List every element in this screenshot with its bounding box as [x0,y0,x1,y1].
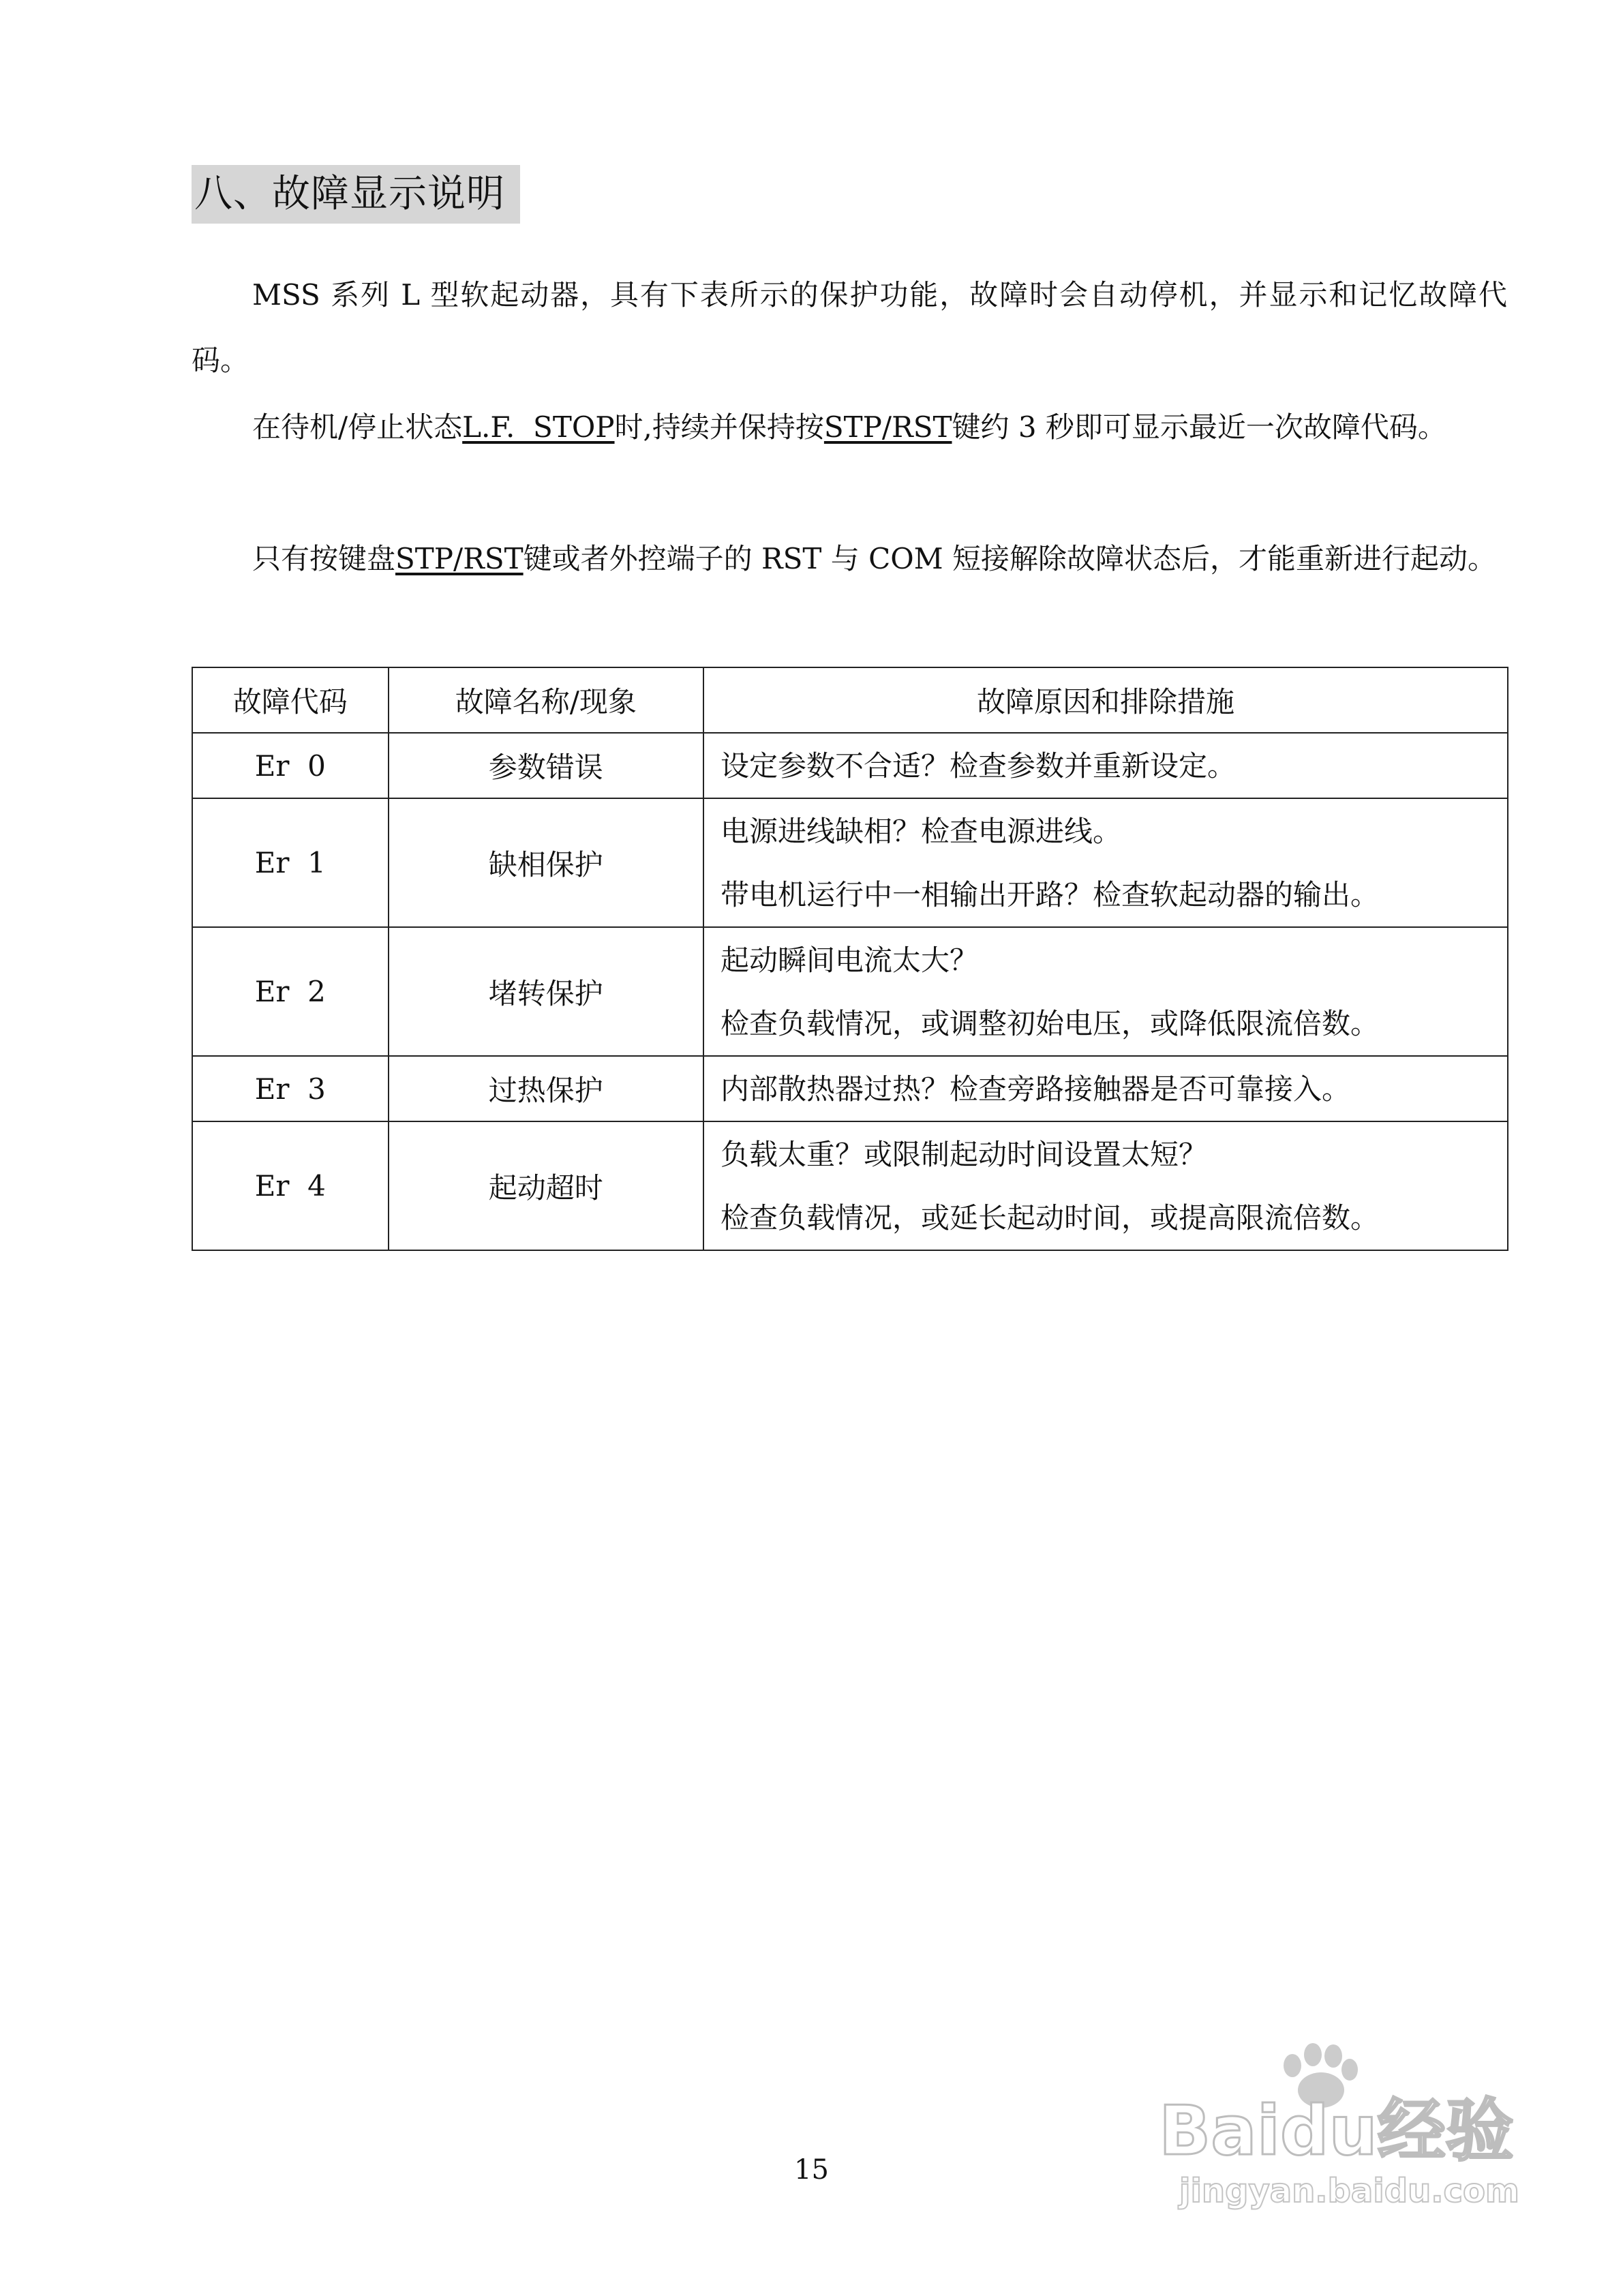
fault-cause-line: 起动瞬间电流太大？ [721,943,979,977]
fault-cause-line: 检查负载情况，或延长起动时间，或提高限流倍数。 [721,1200,1380,1235]
fault-display-paragraph [192,395,1507,460]
header-fault-code: 故障代码 [192,667,389,733]
fault-cause [703,927,1508,1056]
stp-rst-key: STP/RST [823,410,952,444]
stp-rst-key: STP/RST [395,542,524,575]
fault-code: Er 1 [192,798,389,927]
baidu-jingyan-watermark [1145,2038,1541,2216]
fault-code: Er 3 [192,1056,389,1121]
fault-code: Er 2 [192,927,389,1056]
fault-reset-paragraph [192,526,1507,592]
watermark-url: jingyan.baidu.com [1179,2172,1519,2210]
table-row [192,798,1508,927]
fault-name: 过热保护 [389,1056,703,1121]
fault-cause-line: 带电机运行中一相输出开路？检查软起动器的输出。 [721,877,1380,911]
fault-name: 参数错误 [389,733,703,798]
fault-cause-line: 内部散热器过热？检查旁路接触器是否可靠接入。 [721,1072,1351,1106]
fault-name: 堵转保护 [389,927,703,1056]
header-fault-cause: 故障原因和排除措施 [703,667,1508,733]
watermark-logo: Baidu经验 [1159,2091,1514,2171]
fault-cause-line: 检查负载情况，或调整初始电压，或降低限流倍数。 [721,1006,1380,1040]
fault-cause [703,1121,1508,1250]
header-fault-name: 故障名称/现象 [389,667,703,733]
fault-code: Er 4 [192,1121,389,1250]
intro-paragraph [192,262,1507,393]
section-heading: 八、故障显示说明 [192,165,520,224]
fault-display-text-a: 在待机/停止状态 [252,410,463,444]
fault-cause-line: 负载太重？或限制起动时间设置太短？ [721,1137,1208,1171]
fault-name: 缺相保护 [389,798,703,927]
standby-state-code: L.F. STOP [462,410,615,444]
fault-code-table [192,667,1508,1251]
table-row [192,1121,1508,1250]
fault-reset-text-b: 键或者外控端子的 RST 与 COM 短接解除故障状态后，才能重新进行起动。 [523,542,1497,575]
intro-text: MSS 系列 L 型软起动器，具有下表所示的保护功能，故障时会自动停机，并显示和记忆故障代码。 [192,278,1507,377]
fault-reset-text-a: 只有按键盘 [252,542,396,575]
fault-cause [703,733,1508,798]
fault-display-text-c: 键约 3 秒即可显示最近一次故障代码。 [952,410,1446,444]
table-header-row [192,667,1508,733]
table-row [192,733,1508,798]
fault-display-text-b: 时,持续并保持按 [614,410,824,444]
fault-cause [703,1056,1508,1121]
fault-cause-line: 设定参数不合适？检查参数并重新设定。 [721,749,1237,783]
page-number: 15 [794,2154,829,2186]
fault-code: Er 0 [192,733,389,798]
table-row [192,1056,1508,1121]
fault-cause [703,798,1508,927]
fault-name: 起动超时 [389,1121,703,1250]
table-row [192,927,1508,1056]
fault-cause-line: 电源进线缺相？检查电源进线。 [721,814,1122,848]
